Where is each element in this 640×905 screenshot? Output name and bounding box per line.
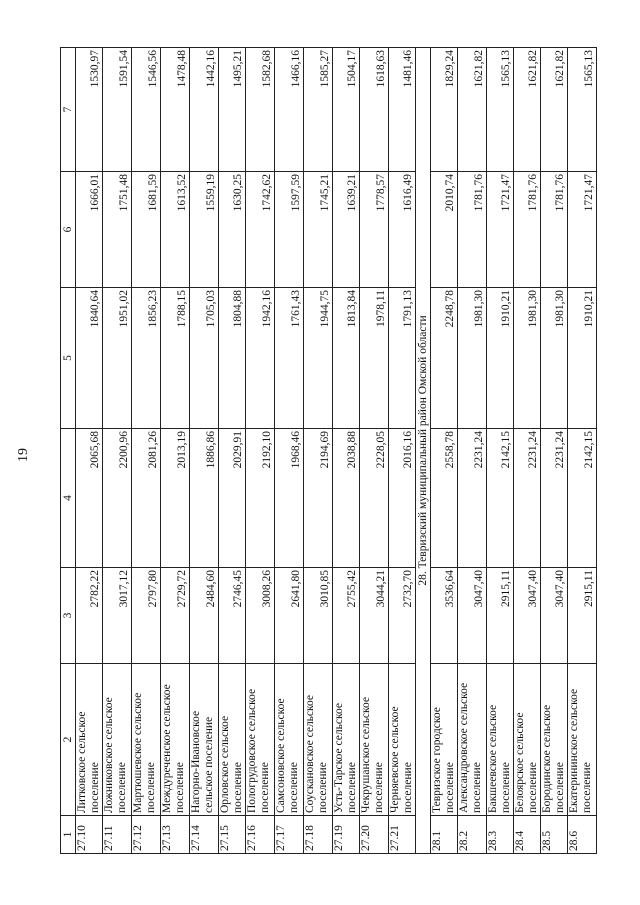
- header-cell: 5: [61, 288, 76, 429]
- section-row: [416, 48, 431, 854]
- tariff-table: [60, 47, 597, 854]
- value-cell: 3047,40: [541, 568, 568, 664]
- value-cell: 1481,46: [389, 48, 416, 172]
- value-cell: 1745,21: [304, 172, 333, 288]
- header-cell: 7: [61, 48, 76, 172]
- table-row: [541, 48, 568, 854]
- value-cell: 2231,24: [458, 429, 487, 568]
- value-cell: 1613,52: [161, 172, 190, 288]
- table-row: [304, 48, 333, 854]
- value-cell: 1791,13: [389, 288, 416, 429]
- table-row: [360, 48, 389, 854]
- value-cell: 1530,97: [76, 48, 103, 172]
- value-cell: 1910,21: [568, 288, 597, 429]
- header-cell: 6: [61, 172, 76, 288]
- value-cell: 1565,13: [487, 48, 514, 172]
- value-cell: 1618,63: [360, 48, 389, 172]
- value-cell: 2732,70: [389, 568, 416, 664]
- value-cell: 1721,47: [487, 172, 514, 288]
- value-cell: 2915,11: [487, 568, 514, 664]
- value-cell: 2746,45: [219, 568, 246, 664]
- name-cell: Литковское сельское поселение: [76, 664, 103, 816]
- value-cell: 1951,02: [103, 288, 132, 429]
- name-cell: Бородинское сельское поселение: [541, 664, 568, 816]
- code-cell: 27.11: [103, 816, 132, 854]
- value-cell: 1981,30: [458, 288, 487, 429]
- table-row: [458, 48, 487, 854]
- value-cell: 2558,78: [431, 429, 458, 568]
- value-cell: 1666,01: [76, 172, 103, 288]
- value-cell: 2231,24: [541, 429, 568, 568]
- value-cell: 2797,80: [132, 568, 161, 664]
- value-cell: 2013,19: [161, 429, 190, 568]
- value-cell: 1813,84: [333, 288, 360, 429]
- value-cell: 1804,88: [219, 288, 246, 429]
- name-cell: Пологрудовское сельское поселение: [246, 664, 275, 816]
- value-cell: 1886,86: [190, 429, 219, 568]
- table-row: [275, 48, 304, 854]
- name-cell: Александровское сельское поселение: [458, 664, 487, 816]
- code-cell: 27.19: [333, 816, 360, 854]
- name-cell: Нагорно-Ивановское сельское поселение: [190, 664, 219, 816]
- value-cell: 1944,75: [304, 288, 333, 429]
- value-cell: 2065,68: [76, 429, 103, 568]
- header-cell: 3: [61, 568, 76, 664]
- value-cell: 2194,69: [304, 429, 333, 568]
- header-row: [61, 48, 76, 854]
- value-cell: 2038,88: [333, 429, 360, 568]
- value-cell: 2782,22: [76, 568, 103, 664]
- table-row: [487, 48, 514, 854]
- value-cell: 1781,76: [514, 172, 541, 288]
- value-cell: 1639,21: [333, 172, 360, 288]
- name-cell: Екатерининское сельское поселение: [568, 664, 597, 816]
- code-cell: 27.20: [360, 816, 389, 854]
- name-cell: Мартюшевское сельское поселение: [132, 664, 161, 816]
- value-cell: 1559,19: [190, 172, 219, 288]
- value-cell: 3536,64: [431, 568, 458, 664]
- code-cell: 27.18: [304, 816, 333, 854]
- value-cell: 1761,43: [275, 288, 304, 429]
- table-body: [61, 48, 597, 854]
- table-row: [389, 48, 416, 854]
- value-cell: 1910,21: [487, 288, 514, 429]
- code-cell: 27.12: [132, 816, 161, 854]
- value-cell: 2729,72: [161, 568, 190, 664]
- header-cell: 2: [61, 664, 76, 816]
- header-cell: 1: [61, 816, 76, 854]
- rotated-table-container: [60, 48, 595, 854]
- table-row: [514, 48, 541, 854]
- code-cell: 27.10: [76, 816, 103, 854]
- value-cell: 1788,15: [161, 288, 190, 429]
- value-cell: 1565,13: [568, 48, 597, 172]
- name-cell: Чекрушанское сельское поселение: [360, 664, 389, 816]
- value-cell: 2081,26: [132, 429, 161, 568]
- code-cell: 28.3: [487, 816, 514, 854]
- value-cell: 1840,64: [76, 288, 103, 429]
- value-cell: 3044,21: [360, 568, 389, 664]
- table-row: [333, 48, 360, 854]
- name-cell: Орловское сельское поселение: [219, 664, 246, 816]
- value-cell: 2755,42: [333, 568, 360, 664]
- value-cell: 2192,10: [246, 429, 275, 568]
- name-cell: Самсоновское сельское поселение: [275, 664, 304, 816]
- value-cell: 2142,15: [568, 429, 597, 568]
- header-cell: 4: [61, 429, 76, 568]
- value-cell: 1968,46: [275, 429, 304, 568]
- value-cell: 1597,59: [275, 172, 304, 288]
- value-cell: 2029,91: [219, 429, 246, 568]
- value-cell: 1591,54: [103, 48, 132, 172]
- value-cell: 1478,48: [161, 48, 190, 172]
- table-row: [246, 48, 275, 854]
- value-cell: 2641,80: [275, 568, 304, 664]
- code-cell: 28.4: [514, 816, 541, 854]
- name-cell: Белоярское сельское поселение: [514, 664, 541, 816]
- code-cell: 28.2: [458, 816, 487, 854]
- section-title: 28. Тевризский муниципальный район Омской области: [416, 48, 431, 854]
- value-cell: 3047,40: [458, 568, 487, 664]
- value-cell: 1495,21: [219, 48, 246, 172]
- table-row: [76, 48, 103, 854]
- value-cell: 1582,68: [246, 48, 275, 172]
- value-cell: 1442,16: [190, 48, 219, 172]
- code-cell: 27.13: [161, 816, 190, 854]
- value-cell: 1585,27: [304, 48, 333, 172]
- value-cell: 1781,76: [541, 172, 568, 288]
- name-cell: Черняевское сельское поселение: [389, 664, 416, 816]
- value-cell: 1466,16: [275, 48, 304, 172]
- table-row: [161, 48, 190, 854]
- value-cell: 1942,16: [246, 288, 275, 429]
- value-cell: 1630,25: [219, 172, 246, 288]
- value-cell: 1621,82: [541, 48, 568, 172]
- value-cell: 2484,60: [190, 568, 219, 664]
- value-cell: 3010,85: [304, 568, 333, 664]
- table-row: [219, 48, 246, 854]
- code-cell: 28.6: [568, 816, 597, 854]
- value-cell: 1751,48: [103, 172, 132, 288]
- code-cell: 27.17: [275, 816, 304, 854]
- value-cell: 2142,15: [487, 429, 514, 568]
- code-cell: 28.1: [431, 816, 458, 854]
- value-cell: 2248,78: [431, 288, 458, 429]
- name-cell: Междуреченское сельское поселение: [161, 664, 190, 816]
- page-number: 19: [16, 448, 31, 462]
- name-cell: Бакшеевское сельское поселение: [487, 664, 514, 816]
- value-cell: 3017,12: [103, 568, 132, 664]
- value-cell: 1546,56: [132, 48, 161, 172]
- name-cell: Тевризское городское поселение: [431, 664, 458, 816]
- value-cell: 1856,23: [132, 288, 161, 429]
- code-cell: 27.14: [190, 816, 219, 854]
- value-cell: 1616,49: [389, 172, 416, 288]
- value-cell: 1981,30: [541, 288, 568, 429]
- table-row: [431, 48, 458, 854]
- table-row: [103, 48, 132, 854]
- value-cell: 1721,47: [568, 172, 597, 288]
- value-cell: 1781,76: [458, 172, 487, 288]
- value-cell: 2231,24: [514, 429, 541, 568]
- value-cell: 2228,05: [360, 429, 389, 568]
- value-cell: 1778,57: [360, 172, 389, 288]
- value-cell: 2200,96: [103, 429, 132, 568]
- value-cell: 1705,03: [190, 288, 219, 429]
- value-cell: 2010,74: [431, 172, 458, 288]
- value-cell: 1621,82: [458, 48, 487, 172]
- code-cell: 27.21: [389, 816, 416, 854]
- table-row: [568, 48, 597, 854]
- name-cell: Соускановское сельское поселение: [304, 664, 333, 816]
- value-cell: 1681,59: [132, 172, 161, 288]
- value-cell: 2915,11: [568, 568, 597, 664]
- value-cell: 1621,82: [514, 48, 541, 172]
- value-cell: 3047,40: [514, 568, 541, 664]
- name-cell: Ложниковское сельское поселение: [103, 664, 132, 816]
- value-cell: 1981,30: [514, 288, 541, 429]
- value-cell: 3008,26: [246, 568, 275, 664]
- value-cell: 2016,16: [389, 429, 416, 568]
- table-row: [132, 48, 161, 854]
- name-cell: Усть-Тарское сельское поселение: [333, 664, 360, 816]
- value-cell: 1742,62: [246, 172, 275, 288]
- table-row: [190, 48, 219, 854]
- code-cell: 27.15: [219, 816, 246, 854]
- value-cell: 1829,24: [431, 48, 458, 172]
- code-cell: 27.16: [246, 816, 275, 854]
- value-cell: 1504,17: [333, 48, 360, 172]
- value-cell: 1978,11: [360, 288, 389, 429]
- code-cell: 28.5: [541, 816, 568, 854]
